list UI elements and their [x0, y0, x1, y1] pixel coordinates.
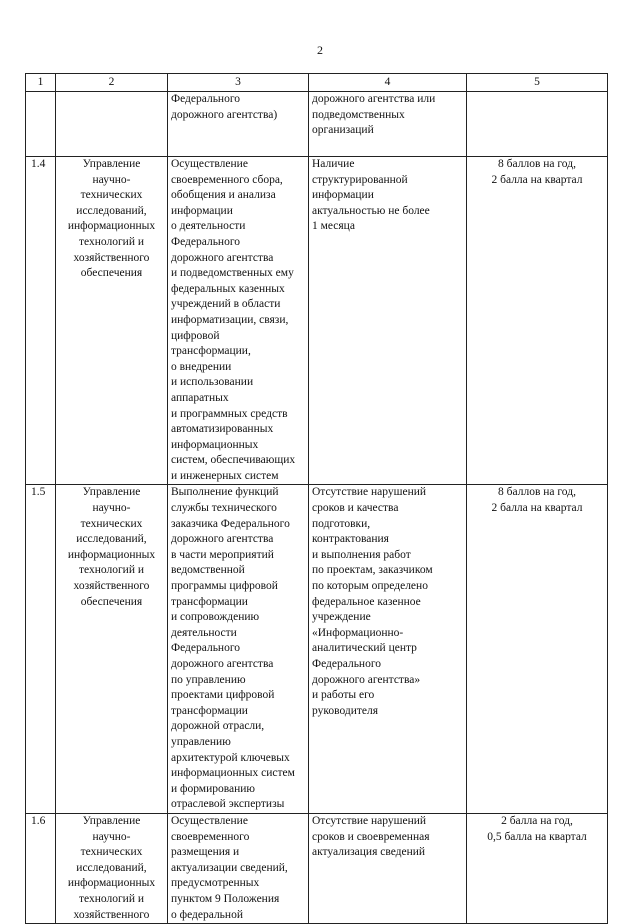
- row-function: Осуществление своевременного размещения и актуализации сведений, предусмотренных пунктом 9 Положения о федеральной: [168, 813, 309, 923]
- row-number: 1.5: [26, 485, 56, 813]
- column-number-1: 1: [26, 74, 56, 92]
- row-number: [26, 92, 56, 157]
- row-number: 1.6: [26, 813, 56, 923]
- row-indicator: Наличие структурированной информации актуальностью не более 1 месяца: [309, 157, 467, 485]
- row-indicator: Отсутствие нарушений сроков и качества подготовки, контрактования и выполнения работ по проектам, заказчиком по которым определено федеральное казенное учреждение «Информационно- аналитический центр Федерального дорожного агентства» и работы его руководителя: [309, 485, 467, 813]
- row-score: [467, 92, 608, 157]
- row-function: Федерального дорожного агентства): [168, 92, 309, 157]
- column-number-4: 4: [309, 74, 467, 92]
- row-unit: Управление научно- технических исследований, информационных технологий и хозяйственного: [56, 813, 168, 923]
- row-unit: Управление научно- технических исследований, информационных технологий и хозяйственного обеспечения: [56, 485, 168, 813]
- row-function: Выполнение функций службы технического заказчика Федерального дорожного агентства в части мероприятий ведомственной программы цифровой трансформации и сопровождению деятельности Федерального дорожного агентства по управлению проектами цифровой трансформации дорожной отрасли, управлению архитектурой ключевых информационных систем и формированию отраслевой экспертизы: [168, 485, 309, 813]
- column-number-3: 3: [168, 74, 309, 92]
- row-unit: Управление научно- технических исследований, информационных технологий и хозяйственного обеспечения: [56, 157, 168, 485]
- row-score: 8 баллов на год, 2 балла на квартал: [467, 157, 608, 485]
- column-number-5: 5: [467, 74, 608, 92]
- row-number: 1.4: [26, 157, 56, 485]
- table-row-continuation: [26, 92, 608, 157]
- row-indicator: дорожного агентства или подведомственных организаций: [309, 92, 467, 157]
- row-score: 2 балла на год, 0,5 балла на квартал: [467, 813, 608, 923]
- table-row: [26, 157, 608, 485]
- column-number-2: 2: [56, 74, 168, 92]
- row-unit: [56, 92, 168, 157]
- table-row: [26, 813, 608, 923]
- table-header-row: [26, 74, 608, 92]
- table-row: [26, 485, 608, 813]
- row-score: 8 баллов на год, 2 балла на квартал: [467, 485, 608, 813]
- criteria-table: [25, 73, 608, 924]
- page-number: 2: [317, 43, 323, 57]
- row-function: Осуществление своевременного сбора, обобщения и анализа информации о деятельности Федерального дорожного агентства и подведомственных ему федеральных казенных учреждений в области информатизации, связи, цифровой трансформации, о внедрении и использовании аппаратных и программных средств автоматизированных информационных систем, обеспечивающих и инженерных систем: [168, 157, 309, 485]
- row-indicator: Отсутствие нарушений сроков и своевременная актуализация сведений: [309, 813, 467, 923]
